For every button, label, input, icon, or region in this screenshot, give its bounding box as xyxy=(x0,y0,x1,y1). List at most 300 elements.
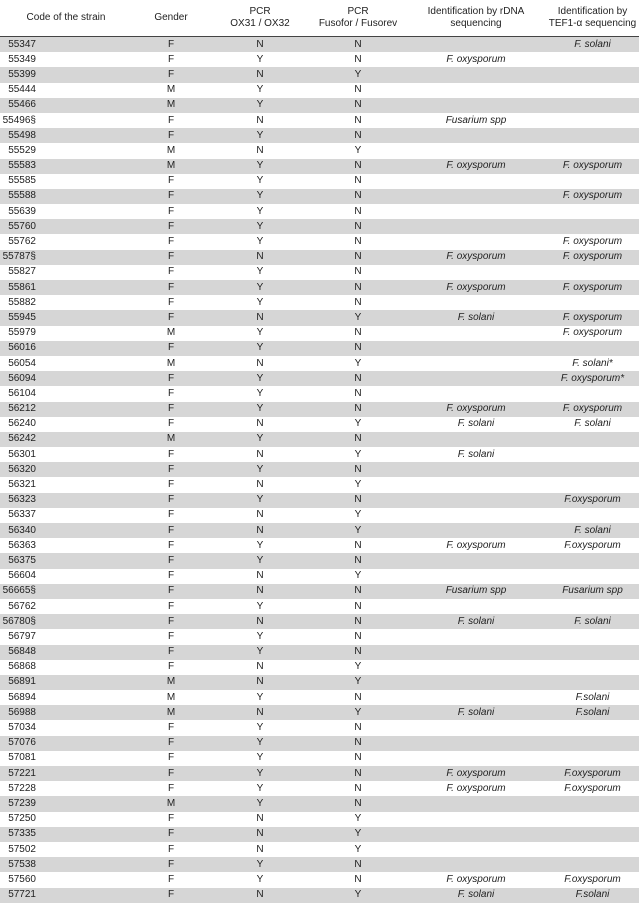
gender-cell: F xyxy=(167,418,175,430)
pcr-ox-cell: Y xyxy=(210,98,310,113)
gender-cell: M xyxy=(132,705,210,720)
gender-cell: M xyxy=(132,159,210,174)
pcr-fuso-cell: N xyxy=(354,236,362,248)
rdna-id-cell xyxy=(406,857,546,872)
pcr-ox-cell: N xyxy=(256,144,264,156)
strain-code-cell: 56104 xyxy=(8,387,36,399)
gender-cell: M xyxy=(132,675,210,690)
rdna-id-cell: F. oxysporum xyxy=(446,873,506,885)
tef-id-cell xyxy=(546,553,639,568)
gender-cell: F xyxy=(167,479,175,491)
strain-code-cell: 55861 xyxy=(0,280,132,295)
strain-code-cell: 56320 xyxy=(0,462,132,477)
pcr-fuso-cell: Y xyxy=(354,843,362,855)
pcr-ox-cell: Y xyxy=(256,236,264,248)
tef-id-cell: F. oxysporum xyxy=(546,310,639,325)
pcr-fuso-cell: Y xyxy=(354,813,362,825)
strain-code-cell: 55466 xyxy=(0,98,132,113)
tef-id-cell xyxy=(546,842,639,857)
table-row xyxy=(0,204,639,219)
gender-cell: F xyxy=(167,600,175,612)
table-row xyxy=(0,660,639,675)
pcr-fuso-cell: N xyxy=(354,873,362,885)
rdna-id-cell xyxy=(406,827,546,842)
table-row xyxy=(0,234,639,249)
table-row xyxy=(0,751,639,766)
gender-cell: F xyxy=(167,782,175,794)
tef-id-cell xyxy=(546,341,639,356)
table-row xyxy=(0,462,639,477)
table-row xyxy=(0,341,639,356)
pcr-fuso-cell: N xyxy=(310,37,406,53)
pcr-ox-cell: N xyxy=(210,705,310,720)
pcr-fuso-cell: Y xyxy=(354,479,362,491)
tef-id-cell: F. solani* xyxy=(572,357,613,369)
pcr-fuso-cell: N xyxy=(354,296,362,308)
pcr-fuso-cell: Y xyxy=(310,523,406,538)
pcr-ox-cell: N xyxy=(210,310,310,325)
table-row xyxy=(0,857,639,872)
tef-id-cell xyxy=(546,386,639,401)
rdna-id-cell xyxy=(406,508,546,523)
pcr-ox-cell: Y xyxy=(256,782,264,794)
gender-cell: F xyxy=(167,661,175,673)
pcr-fuso-cell: N xyxy=(310,341,406,356)
gender-cell: F xyxy=(132,736,210,751)
header-gender xyxy=(132,0,210,37)
table-row xyxy=(0,842,639,857)
header-pcr-ox-line-1: PCR xyxy=(249,6,271,17)
pcr-fuso-cell: Y xyxy=(310,888,406,903)
tef-id-cell: F. oxysporum xyxy=(546,280,639,295)
strain-code-cell: 56363 xyxy=(8,539,36,551)
table-row xyxy=(0,675,639,690)
rdna-id-cell: F. solani xyxy=(457,418,495,430)
pcr-fuso-cell: N xyxy=(310,402,406,417)
gender-cell: F xyxy=(167,570,175,582)
rdna-id-cell: F. oxysporum xyxy=(406,402,546,417)
strain-code-cell: 56323 xyxy=(0,493,132,508)
strain-code-cell: 56337 xyxy=(8,509,36,521)
pcr-fuso-cell: N xyxy=(354,782,362,794)
strain-code-cell: 55498 xyxy=(0,128,132,143)
rdna-id-cell xyxy=(406,690,546,705)
pcr-ox-cell: N xyxy=(210,888,310,903)
table-row xyxy=(0,720,639,735)
header-gender-line-1: Gender xyxy=(154,12,188,23)
gender-cell: M xyxy=(166,84,176,96)
strain-code-cell: 56988 xyxy=(0,705,132,720)
gender-cell: F xyxy=(167,53,175,65)
pcr-ox-cell: Y xyxy=(210,432,310,447)
tef-id-cell xyxy=(546,796,639,811)
table-row xyxy=(0,37,639,53)
tef-id-cell xyxy=(546,265,639,280)
table-row xyxy=(0,569,639,584)
gender-cell: M xyxy=(166,144,176,156)
rdna-id-cell: F. oxysporum xyxy=(406,250,546,265)
gender-cell: F xyxy=(132,493,210,508)
gender-cell: F xyxy=(167,266,175,278)
table-row xyxy=(0,371,639,386)
tef-id-cell xyxy=(546,67,639,82)
gender-cell: F xyxy=(132,341,210,356)
rdna-id-cell xyxy=(406,569,546,584)
strain-code-cell: 55588 xyxy=(0,189,132,204)
tef-id-cell xyxy=(546,83,639,98)
header-pcr-ox-line-2: OX31 / OX32 xyxy=(230,18,290,29)
pcr-fuso-cell: Y xyxy=(354,570,362,582)
strain-code-cell: 57721 xyxy=(0,888,132,903)
strain-code-cell: 56891 xyxy=(0,675,132,690)
gender-cell: F xyxy=(167,296,175,308)
gender-cell: F xyxy=(167,205,175,217)
pcr-ox-cell: Y xyxy=(210,371,310,386)
table-row xyxy=(0,310,639,325)
strain-code-cell: 56094 xyxy=(0,371,132,386)
pcr-ox-cell: Y xyxy=(256,84,264,96)
rdna-id-cell: F. solani xyxy=(406,614,546,629)
tef-id-cell: F. solani xyxy=(546,37,639,53)
pcr-ox-cell: Y xyxy=(256,387,264,399)
strain-code-cell: 56780§ xyxy=(0,614,132,629)
pcr-fuso-cell: N xyxy=(310,796,406,811)
header-code xyxy=(0,0,132,37)
rdna-id-cell: Fusarium spp xyxy=(406,584,546,599)
tef-id-cell: F.oxysporum xyxy=(564,782,621,794)
rdna-id-cell: F. oxysporum xyxy=(406,280,546,295)
pcr-ox-cell: N xyxy=(256,448,264,460)
tef-id-cell: F. oxysporum xyxy=(562,236,623,248)
rdna-id-cell: F. oxysporum xyxy=(406,766,546,781)
pcr-ox-cell: Y xyxy=(210,341,310,356)
table-row xyxy=(0,796,639,811)
rdna-id-cell xyxy=(406,98,546,113)
rdna-id-cell xyxy=(406,83,546,98)
table-row xyxy=(0,356,639,371)
header-tef-line-1: Identification by xyxy=(557,6,628,17)
strain-code-cell: 56762 xyxy=(8,600,36,612)
tef-id-cell: F.oxysporum xyxy=(546,493,639,508)
pcr-fuso-cell: N xyxy=(310,159,406,174)
strain-code-cell: 57081 xyxy=(8,752,36,764)
strain-code-cell: 57250 xyxy=(8,813,36,825)
rdna-id-cell xyxy=(406,675,546,690)
table-row xyxy=(0,872,639,887)
table-row xyxy=(0,629,639,644)
table-row xyxy=(0,705,639,720)
tef-id-cell xyxy=(546,675,639,690)
pcr-fuso-cell: N xyxy=(310,493,406,508)
strain-code-cell: 56212 xyxy=(0,402,132,417)
table-row xyxy=(0,493,639,508)
pcr-fuso-cell: N xyxy=(310,584,406,599)
pcr-fuso-cell: N xyxy=(354,752,362,764)
gender-cell: F xyxy=(167,630,175,642)
tef-id-cell: F. oxysporum xyxy=(546,250,639,265)
table-row xyxy=(0,538,639,553)
table-row xyxy=(0,812,639,827)
pcr-fuso-cell: N xyxy=(354,175,362,187)
table-row xyxy=(0,432,639,447)
pcr-fuso-cell: N xyxy=(310,128,406,143)
rdna-id-cell xyxy=(406,645,546,660)
rdna-id-cell xyxy=(406,493,546,508)
pcr-ox-cell: N xyxy=(210,827,310,842)
tef-id-cell xyxy=(546,599,639,614)
pcr-ox-cell: Y xyxy=(210,553,310,568)
table-row xyxy=(0,219,639,234)
gender-cell: F xyxy=(167,114,175,126)
pcr-ox-cell: N xyxy=(256,357,264,369)
gender-cell: F xyxy=(167,873,175,885)
gender-cell: M xyxy=(132,796,210,811)
strain-code-cell: 55760 xyxy=(0,219,132,234)
pcr-ox-cell: Y xyxy=(210,219,310,234)
table-row xyxy=(0,326,639,341)
tef-id-cell: F. oxysporum* xyxy=(546,371,639,386)
strain-code-cell: 55349 xyxy=(8,53,36,65)
rdna-id-cell xyxy=(406,812,546,827)
tef-id-cell xyxy=(546,629,639,644)
tef-id-cell xyxy=(546,204,639,219)
table-row xyxy=(0,98,639,113)
rdna-id-cell xyxy=(406,371,546,386)
gender-cell: M xyxy=(132,98,210,113)
gender-cell: F xyxy=(132,584,210,599)
pcr-ox-cell: N xyxy=(210,37,310,53)
pcr-ox-cell: N xyxy=(210,250,310,265)
rdna-id-cell xyxy=(406,477,546,492)
table-row xyxy=(0,584,639,599)
strain-code-cell: 55787§ xyxy=(0,250,132,265)
rdna-id-cell xyxy=(406,128,546,143)
rdna-id-cell: F. oxysporum xyxy=(446,782,506,794)
tef-id-cell: Fusarium spp xyxy=(546,584,639,599)
pcr-fuso-cell: N xyxy=(310,857,406,872)
pcr-ox-cell: Y xyxy=(210,736,310,751)
pcr-fuso-cell: Y xyxy=(354,448,362,460)
table-row xyxy=(0,523,639,538)
table-row xyxy=(0,690,639,705)
rdna-id-cell xyxy=(406,295,546,310)
pcr-ox-cell: N xyxy=(256,509,264,521)
gender-cell: F xyxy=(132,523,210,538)
strain-code-cell: 56604 xyxy=(8,570,36,582)
tef-id-cell: F.solani xyxy=(575,691,610,703)
pcr-ox-cell: N xyxy=(210,523,310,538)
gender-cell: F xyxy=(132,128,210,143)
pcr-ox-cell: Y xyxy=(256,175,264,187)
pcr-ox-cell: Y xyxy=(256,53,264,65)
strain-code-cell: 55444 xyxy=(8,84,36,96)
tef-id-cell xyxy=(546,98,639,113)
gender-cell: F xyxy=(132,189,210,204)
gender-cell: M xyxy=(132,432,210,447)
tef-id-cell: F.oxysporum xyxy=(546,766,639,781)
table-row xyxy=(0,143,639,158)
gender-cell: F xyxy=(167,236,175,248)
gender-cell: F xyxy=(167,539,175,551)
tef-id-cell xyxy=(546,174,639,189)
pcr-fuso-cell: N xyxy=(354,722,362,734)
pcr-ox-cell: N xyxy=(256,661,264,673)
strain-code-cell: 55827 xyxy=(8,266,36,278)
rdna-id-cell xyxy=(406,523,546,538)
pcr-ox-cell: Y xyxy=(256,296,264,308)
table-row xyxy=(0,128,639,143)
strain-code-cell: 57239 xyxy=(0,796,132,811)
strain-code-cell: 56868 xyxy=(8,661,36,673)
pcr-ox-cell: Y xyxy=(256,205,264,217)
tef-id-cell xyxy=(546,219,639,234)
rdna-id-cell xyxy=(406,341,546,356)
table-row xyxy=(0,888,639,903)
tef-id-cell xyxy=(546,143,639,158)
rdna-id-cell: F. oxysporum xyxy=(406,159,546,174)
tef-id-cell: F. solani xyxy=(546,614,639,629)
pcr-fuso-cell: N xyxy=(354,53,362,65)
tef-id-cell: F.oxysporum xyxy=(564,539,621,551)
pcr-ox-cell: Y xyxy=(210,159,310,174)
pcr-fuso-cell: N xyxy=(310,250,406,265)
gender-cell: F xyxy=(132,614,210,629)
pcr-ox-cell: Y xyxy=(210,857,310,872)
tef-id-cell: F.oxysporum xyxy=(564,873,621,885)
rdna-id-cell: F. oxysporum xyxy=(446,539,506,551)
strain-code-cell: 56797 xyxy=(8,630,36,642)
rdna-id-cell xyxy=(406,462,546,477)
rdna-id-cell xyxy=(406,553,546,568)
rdna-id-cell xyxy=(406,219,546,234)
pcr-ox-cell: Y xyxy=(256,600,264,612)
pcr-fuso-cell: N xyxy=(310,462,406,477)
pcr-ox-cell: Y xyxy=(256,873,264,885)
rdna-id-cell: F. solani xyxy=(406,705,546,720)
table-row xyxy=(0,417,639,432)
strain-code-cell: 56894 xyxy=(8,691,36,703)
gender-cell: F xyxy=(132,280,210,295)
tef-id-cell xyxy=(546,751,639,766)
table-row xyxy=(0,599,639,614)
pcr-fuso-cell: N xyxy=(354,327,362,339)
strain-code-cell: 55496§ xyxy=(2,114,36,126)
header-rdna-line-1: Identification by rDNA xyxy=(427,6,525,17)
header-rdna-line-2: sequencing xyxy=(450,18,502,29)
strain-code-cell: 56321 xyxy=(8,479,36,491)
rdna-id-cell: F. solani xyxy=(406,310,546,325)
table-row xyxy=(0,295,639,310)
table-row xyxy=(0,174,639,189)
pcr-ox-cell: Y xyxy=(256,539,264,551)
rdna-id-cell xyxy=(406,143,546,158)
tef-id-cell xyxy=(546,508,639,523)
tef-id-cell xyxy=(546,660,639,675)
rdna-id-cell: Fusarium spp xyxy=(445,114,507,126)
pcr-fuso-cell: N xyxy=(354,691,362,703)
rdna-id-cell xyxy=(406,326,546,341)
table-row xyxy=(0,614,639,629)
gender-cell: F xyxy=(132,645,210,660)
pcr-ox-cell: Y xyxy=(210,280,310,295)
pcr-fuso-cell: N xyxy=(310,371,406,386)
rdna-id-cell xyxy=(406,751,546,766)
gender-cell: F xyxy=(132,67,210,82)
rdna-id-cell xyxy=(406,189,546,204)
pcr-ox-cell: Y xyxy=(210,796,310,811)
header-tef xyxy=(546,0,639,37)
rdna-id-cell xyxy=(406,432,546,447)
rdna-id-cell: F. solani xyxy=(406,888,546,903)
header-pcr-fuso-line-2: Fusofor / Fusorev xyxy=(318,18,398,29)
table-row xyxy=(0,827,639,842)
pcr-fuso-cell: N xyxy=(310,645,406,660)
gender-cell: F xyxy=(167,752,175,764)
rdna-id-cell xyxy=(406,356,546,371)
pcr-ox-cell: Y xyxy=(210,645,310,660)
strain-code-cell: 57502 xyxy=(8,843,36,855)
pcr-fuso-cell: Y xyxy=(354,509,362,521)
strain-code-cell: 55945 xyxy=(0,310,132,325)
table-row xyxy=(0,113,639,128)
pcr-fuso-cell: N xyxy=(310,219,406,234)
pcr-ox-cell: N xyxy=(210,67,310,82)
strain-code-cell: 56665§ xyxy=(0,584,132,599)
table-row xyxy=(0,280,639,295)
pcr-ox-cell: N xyxy=(256,813,264,825)
tef-id-cell xyxy=(546,113,639,128)
table-row xyxy=(0,766,639,781)
rdna-id-cell xyxy=(406,37,546,53)
strain-code-cell: 56242 xyxy=(0,432,132,447)
gender-cell: F xyxy=(167,509,175,521)
pcr-ox-cell: N xyxy=(210,584,310,599)
table-row xyxy=(0,250,639,265)
pcr-fuso-cell: Y xyxy=(354,661,362,673)
strain-code-cell: 56340 xyxy=(0,523,132,538)
strain-code-cell: 55529 xyxy=(8,144,36,156)
table-row xyxy=(0,736,639,751)
rdna-id-cell xyxy=(406,599,546,614)
gender-cell: F xyxy=(132,766,210,781)
pcr-fuso-cell: N xyxy=(354,114,362,126)
strain-code-cell: 55639 xyxy=(8,205,36,217)
gender-cell: M xyxy=(166,691,176,703)
pcr-ox-cell: N xyxy=(256,570,264,582)
tef-id-cell xyxy=(546,827,639,842)
pcr-fuso-cell: Y xyxy=(310,310,406,325)
header-pcr-ox xyxy=(210,0,310,37)
pcr-ox-cell: Y xyxy=(256,722,264,734)
strain-code-cell: 57335 xyxy=(0,827,132,842)
rdna-id-cell xyxy=(406,265,546,280)
gender-cell: M xyxy=(166,357,176,369)
pcr-ox-cell: Y xyxy=(256,752,264,764)
pcr-ox-cell: Y xyxy=(210,766,310,781)
table-row xyxy=(0,265,639,280)
rdna-id-cell xyxy=(406,174,546,189)
pcr-ox-cell: N xyxy=(256,843,264,855)
table-header-row xyxy=(0,0,639,37)
pcr-ox-cell: Y xyxy=(210,189,310,204)
header-tef-line-2: TEF1-α sequencing xyxy=(548,18,637,29)
pcr-fuso-cell: N xyxy=(354,387,362,399)
pcr-fuso-cell: N xyxy=(310,553,406,568)
gender-cell: F xyxy=(132,888,210,903)
pcr-fuso-cell: N xyxy=(310,614,406,629)
table-row xyxy=(0,159,639,174)
gender-cell: F xyxy=(132,310,210,325)
